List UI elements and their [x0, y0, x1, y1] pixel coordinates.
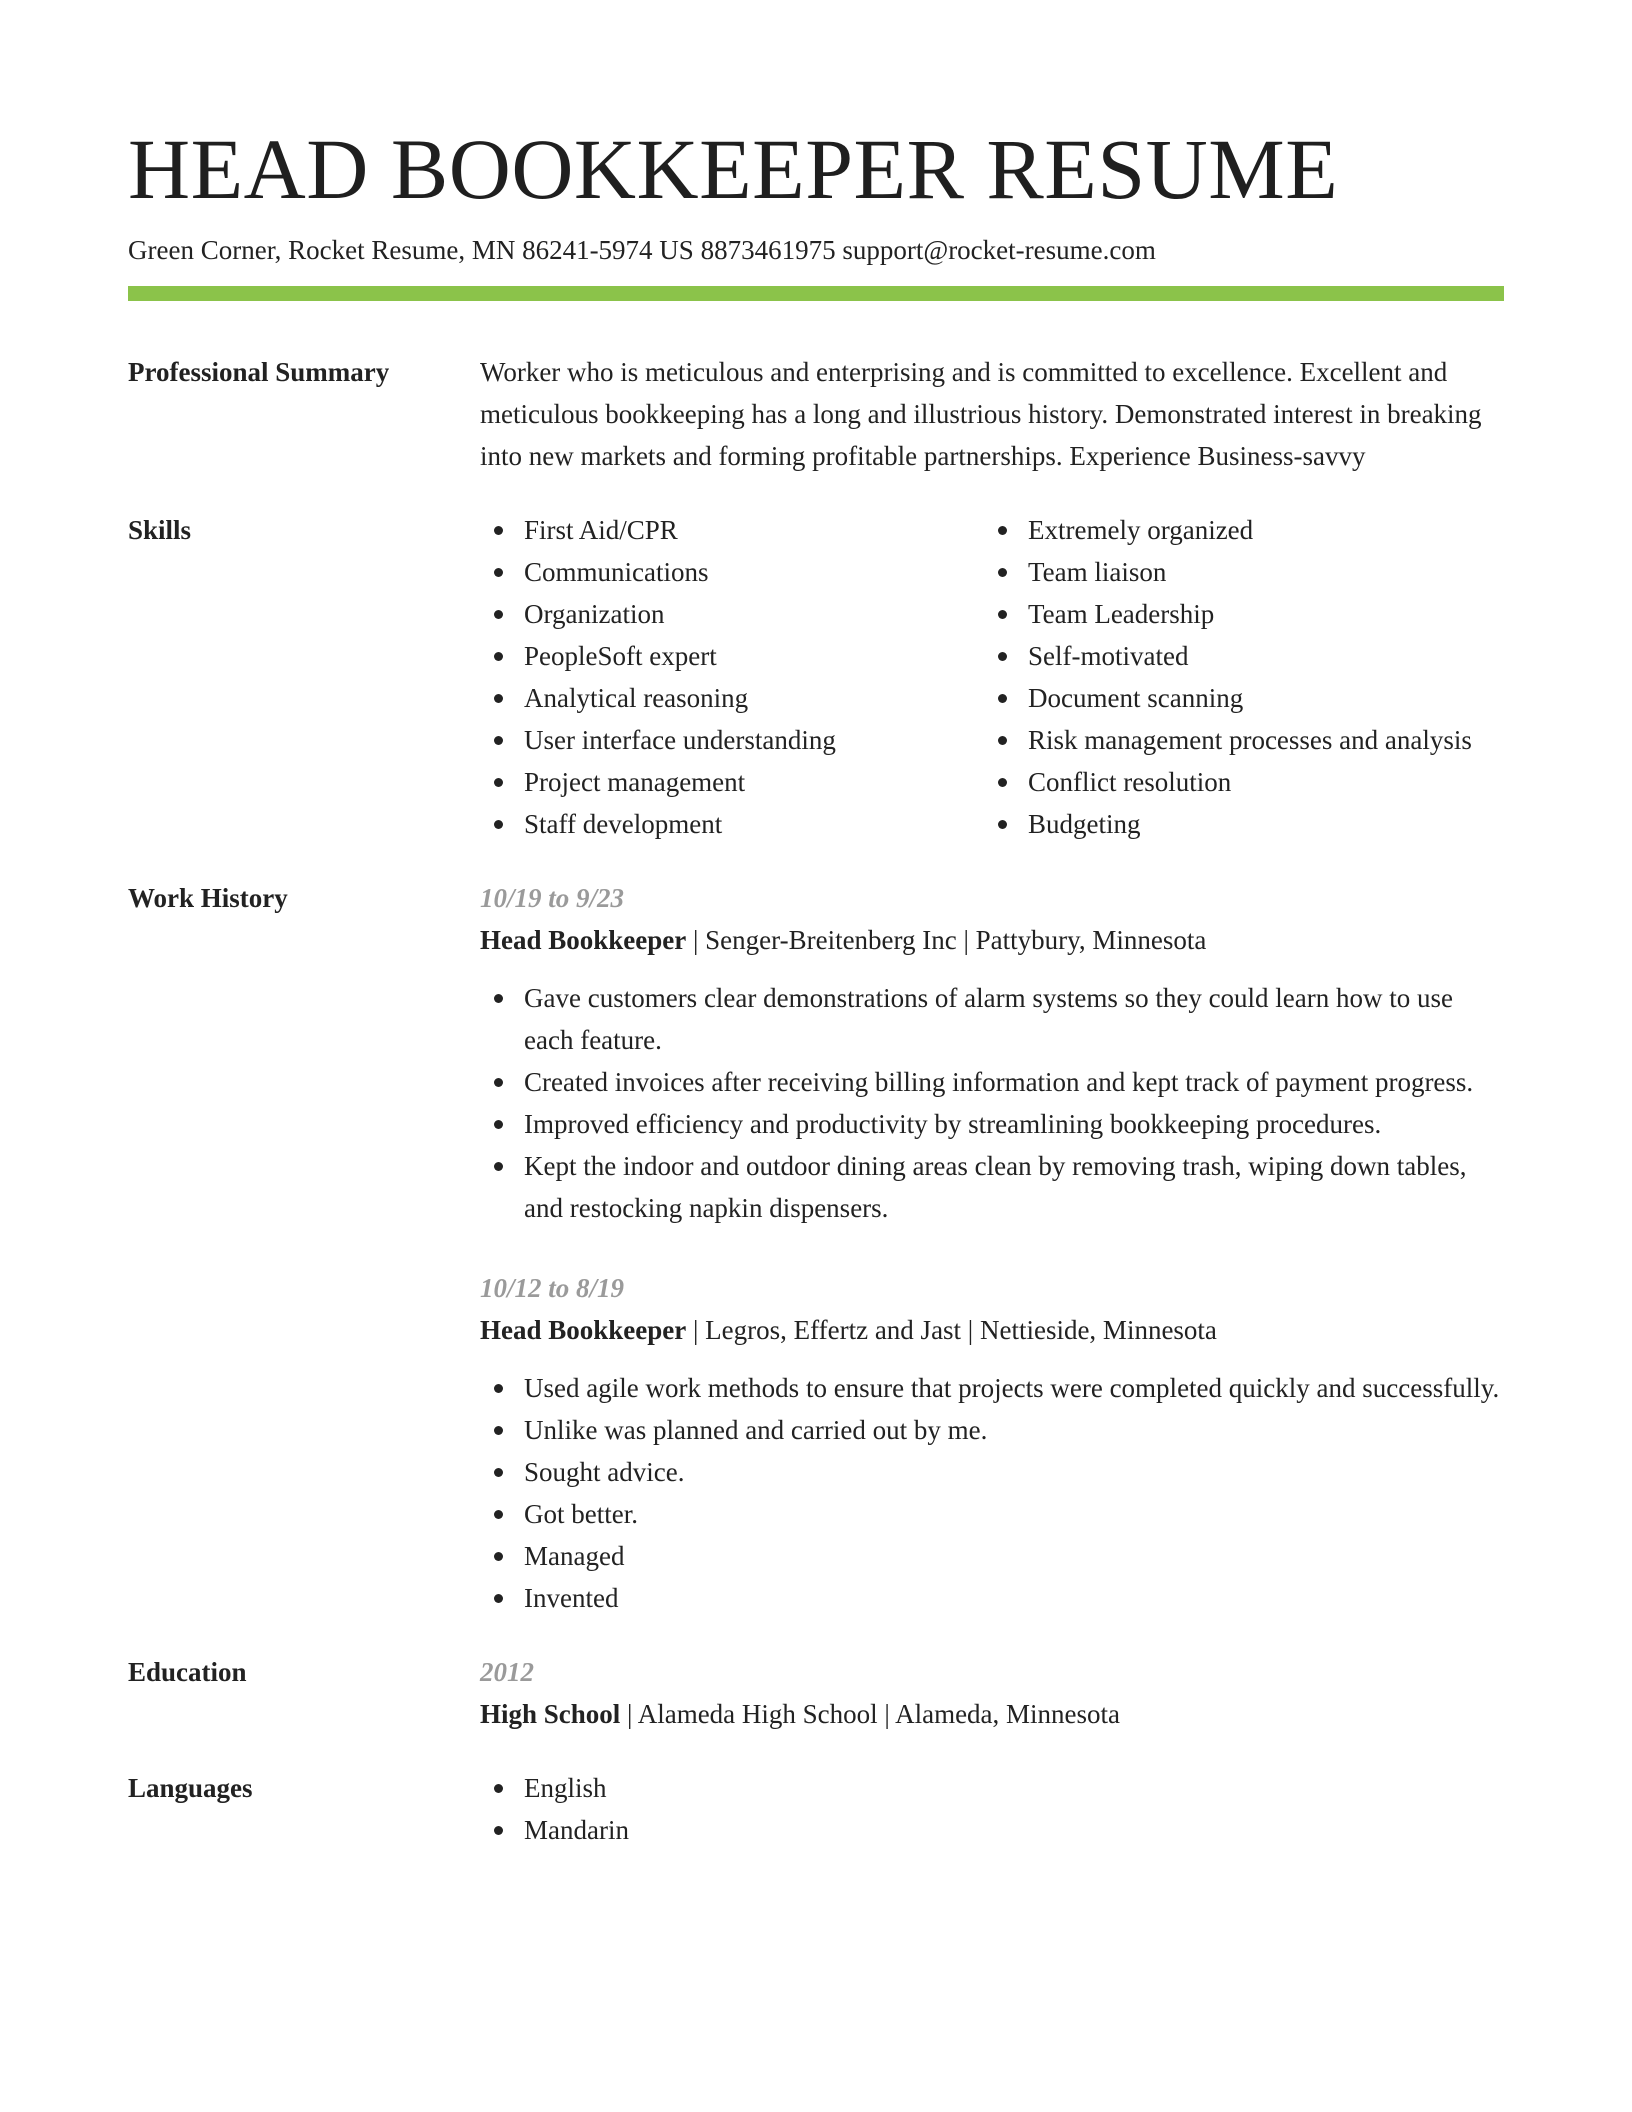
summary-heading: Professional Summary	[128, 357, 390, 387]
job-bullet: Used agile work methods to ensure that projects were completed quickly and successfully.	[480, 1367, 1504, 1409]
job-entry	[480, 877, 1504, 1229]
summary-text: Worker who is meticulous and enterprising and is committed to excellence. Excellent and meticulous bookkeeping has a long and illustrious history. Demonstrated interest in breaking into new markets and forming profitable partnerships. Experience Business-savvy	[480, 357, 1482, 471]
skill-item: Staff development	[480, 803, 984, 845]
education-line	[480, 1693, 1504, 1735]
job-company: | Senger-Breitenberg Inc | Pattybury, Minnesota	[686, 925, 1207, 955]
job-dates: 10/19 to 9/23	[480, 883, 625, 913]
job-role-line	[480, 919, 1504, 961]
work-history-body	[480, 877, 1504, 1619]
contact-address: Green Corner, Rocket Resume, MN 86241-5974 US	[128, 235, 694, 265]
contact-phone: 8873461975	[700, 235, 836, 265]
language-item: Mandarin	[480, 1809, 1504, 1851]
header-divider	[128, 286, 1504, 301]
job-bullet: Unlike was planned and carried out by me.	[480, 1409, 1504, 1451]
job-bullet: Managed	[480, 1535, 1504, 1577]
skills-section	[128, 509, 1504, 845]
summary-section	[128, 351, 1504, 477]
skill-item: Communications	[480, 551, 984, 593]
skills-column-2	[984, 509, 1504, 845]
skill-item: Extremely organized	[984, 509, 1504, 551]
job-role-line	[480, 1309, 1504, 1351]
job-bullet: Invented	[480, 1577, 1504, 1619]
skill-item: Conflict resolution	[984, 761, 1504, 803]
job-bullet: Kept the indoor and outdoor dining areas clean by removing trash, wiping down tables, and restocking napkin dispensers.	[480, 1145, 1504, 1229]
skill-item: User interface understanding	[480, 719, 984, 761]
skill-item: Risk management processes and analysis	[984, 719, 1504, 761]
education-degree: High School	[480, 1699, 621, 1729]
skills-heading: Skills	[128, 515, 192, 545]
contact-line	[128, 232, 1504, 268]
summary-body	[480, 351, 1504, 477]
job-bullet: Sought advice.	[480, 1451, 1504, 1493]
languages-section	[128, 1767, 1504, 1851]
job-role: Head Bookkeeper	[480, 1315, 687, 1345]
education-body	[480, 1651, 1504, 1735]
education-year: 2012	[480, 1657, 534, 1687]
skills-grid	[480, 509, 1504, 845]
contact-email: support@rocket-resume.com	[842, 235, 1156, 265]
job-bullet: Got better.	[480, 1493, 1504, 1535]
skill-item: Document scanning	[984, 677, 1504, 719]
education-section	[128, 1651, 1504, 1735]
languages-heading: Languages	[128, 1773, 253, 1803]
skill-item: Budgeting	[984, 803, 1504, 845]
resume-title: HEAD BOOKKEEPER RESUME	[128, 121, 1339, 217]
skill-item: Team liaison	[984, 551, 1504, 593]
skill-item: Analytical reasoning	[480, 677, 984, 719]
job-bullets	[480, 1367, 1504, 1619]
job-bullet: Created invoices after receiving billing information and kept track of payment progress.	[480, 1061, 1504, 1103]
work-history-heading: Work History	[128, 883, 288, 913]
skill-item: Organization	[480, 593, 984, 635]
job-bullet: Gave customers clear demonstrations of alarm systems so they could learn how to use each feature.	[480, 977, 1504, 1061]
skill-item: PeopleSoft expert	[480, 635, 984, 677]
job-bullets	[480, 977, 1504, 1229]
education-heading: Education	[128, 1657, 247, 1687]
job-entry	[480, 1267, 1504, 1619]
resume-page	[128, 0, 1504, 1851]
skill-item: First Aid/CPR	[480, 509, 984, 551]
languages-body	[480, 1767, 1504, 1851]
job-dates: 10/12 to 8/19	[480, 1273, 625, 1303]
job-bullet: Improved efficiency and productivity by streamlining bookkeeping procedures.	[480, 1103, 1504, 1145]
language-item: English	[480, 1767, 1504, 1809]
education-school: | Alameda High School | Alameda, Minnesota	[620, 1699, 1121, 1729]
skill-item: Team Leadership	[984, 593, 1504, 635]
job-role: Head Bookkeeper	[480, 925, 687, 955]
skill-item: Project management	[480, 761, 984, 803]
languages-list	[480, 1767, 1504, 1851]
job-company: | Legros, Effertz and Jast | Nettieside, Minnesota	[686, 1315, 1217, 1345]
work-history-section	[128, 877, 1504, 1619]
skill-item: Self-motivated	[984, 635, 1504, 677]
skills-column-1	[480, 509, 984, 845]
